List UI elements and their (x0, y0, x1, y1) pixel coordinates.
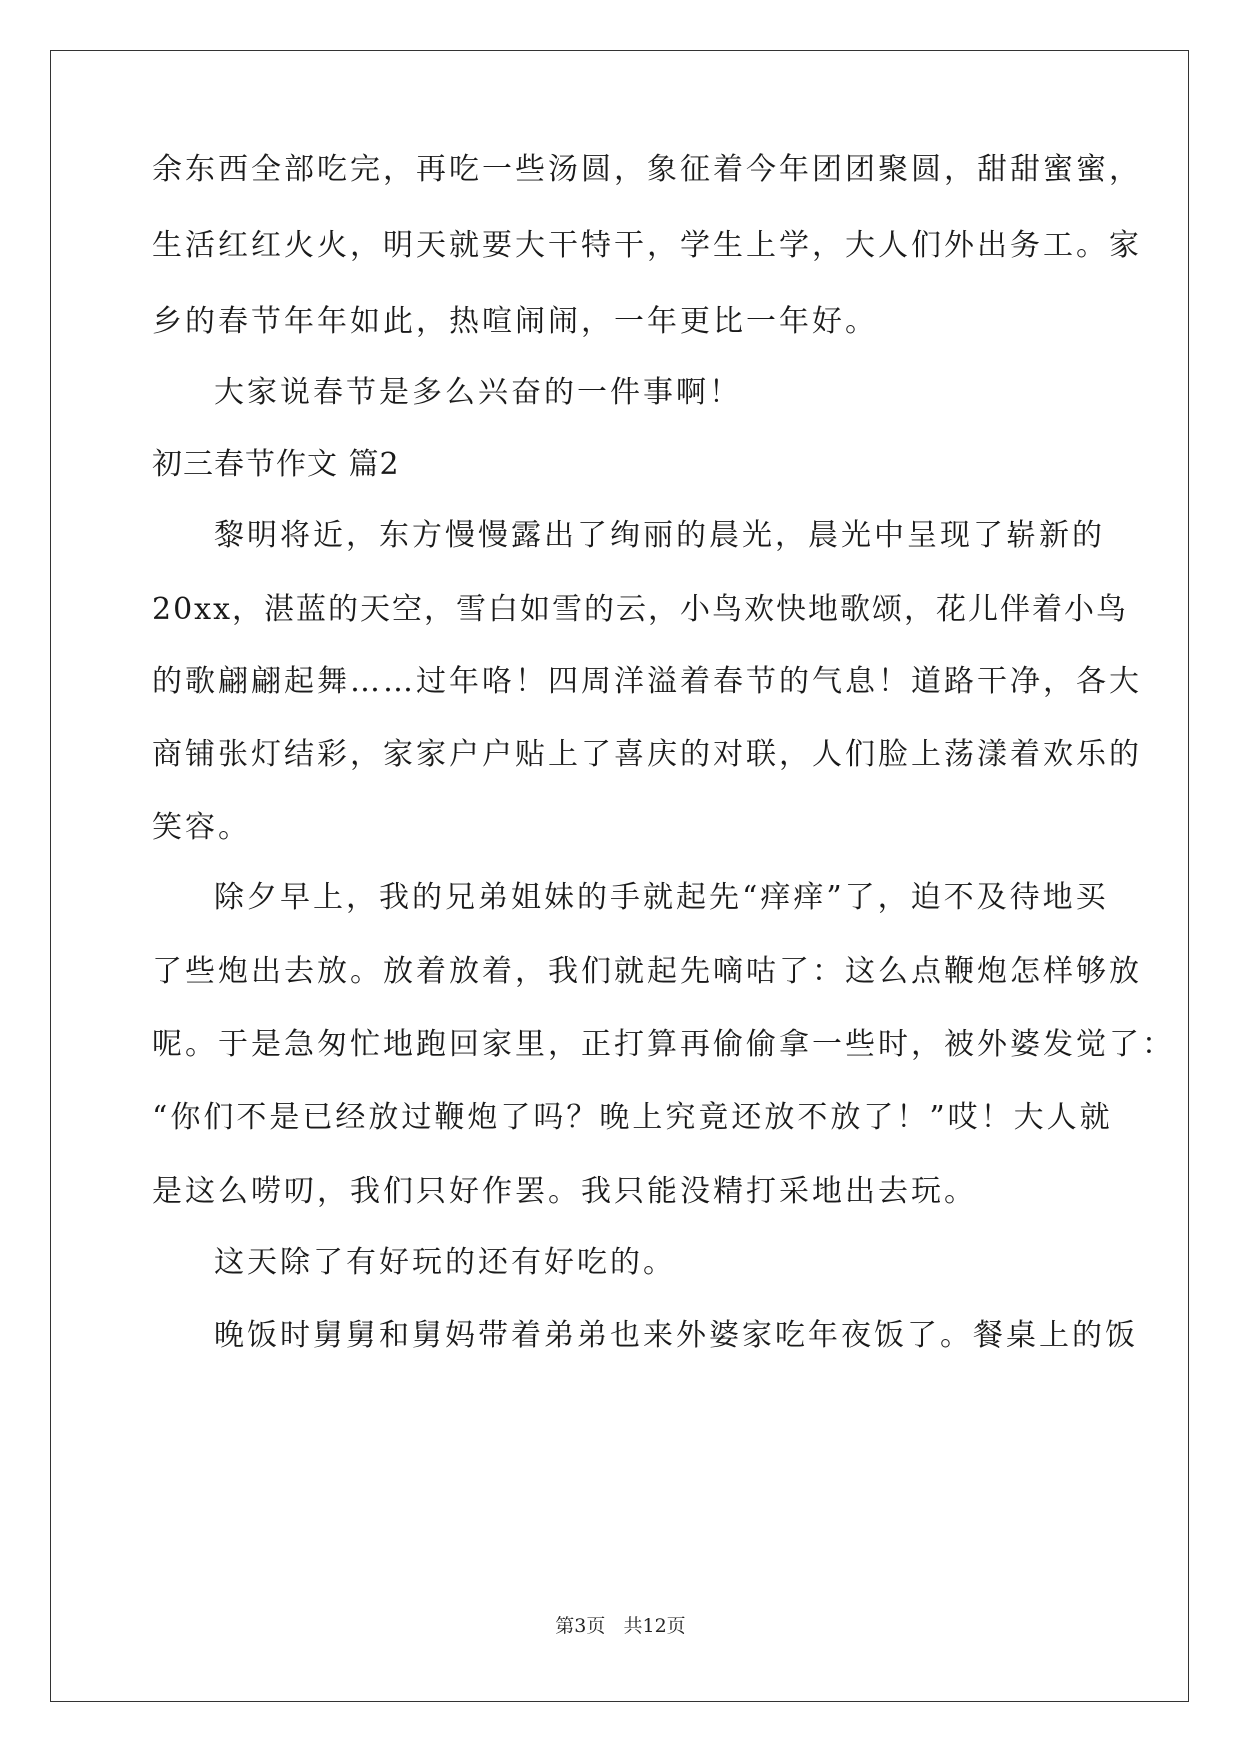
body-line: 除夕早上，我的兄弟姐妹的手就起先“痒痒”了，迫不及待地买 (214, 880, 1109, 915)
body-line: 的歌翩翩起舞……过年咯！四周洋溢着春节的气息！道路干净，各大 (152, 664, 1142, 699)
body-line: 呢。于是急匆忙地跑回家里，正打算再偷偷拿一些时，被外婆发觉了： (152, 1027, 1175, 1062)
page-border (50, 50, 1189, 1702)
body-line: 是这么唠叨，我们只好作罢。我只能没精打采地出去玩。 (152, 1174, 977, 1209)
body-line: 乡的春节年年如此，热喧闹闹，一年更比一年好。 (152, 304, 878, 339)
body-line: 笑容。 (152, 810, 251, 845)
body-line: 大家说春节是多么兴奋的一件事啊！ (214, 375, 742, 410)
body-line: 晚饭时舅舅和舅妈带着弟弟也来外婆家吃年夜饭了。餐桌上的饭 (214, 1318, 1138, 1353)
body-line: 20xx，湛蓝的天空，雪白如雪的云，小鸟欢快地歌颂，花儿伴着小鸟 (152, 592, 1129, 627)
body-line: 黎明将近，东方慢慢露出了绚丽的晨光，晨光中呈现了崭新的 (214, 518, 1105, 553)
body-line: 商铺张灯结彩，家家户户贴上了喜庆的对联，人们脸上荡漾着欢乐的 (152, 737, 1142, 772)
page-footer: 第3页 共12页 (555, 1615, 686, 1637)
body-line: 这天除了有好玩的还有好吃的。 (214, 1245, 676, 1280)
body-line: 生活红红火火，明天就要大干特干，学生上学，大人们外出务工。家 (152, 228, 1142, 263)
section-title: 初三春节作文 篇2 (152, 447, 400, 482)
body-line: 了些炮出去放。放着放着，我们就起先嘀咕了：这么点鞭炮怎样够放 (152, 954, 1142, 989)
body-line: “你们不是已经放过鞭炮了吗？晚上究竟还放不放了！”哎！大人就 (152, 1100, 1113, 1135)
body-line: 余东西全部吃完，再吃一些汤圆，象征着今年团团聚圆，甜甜蜜蜜， (152, 152, 1142, 187)
